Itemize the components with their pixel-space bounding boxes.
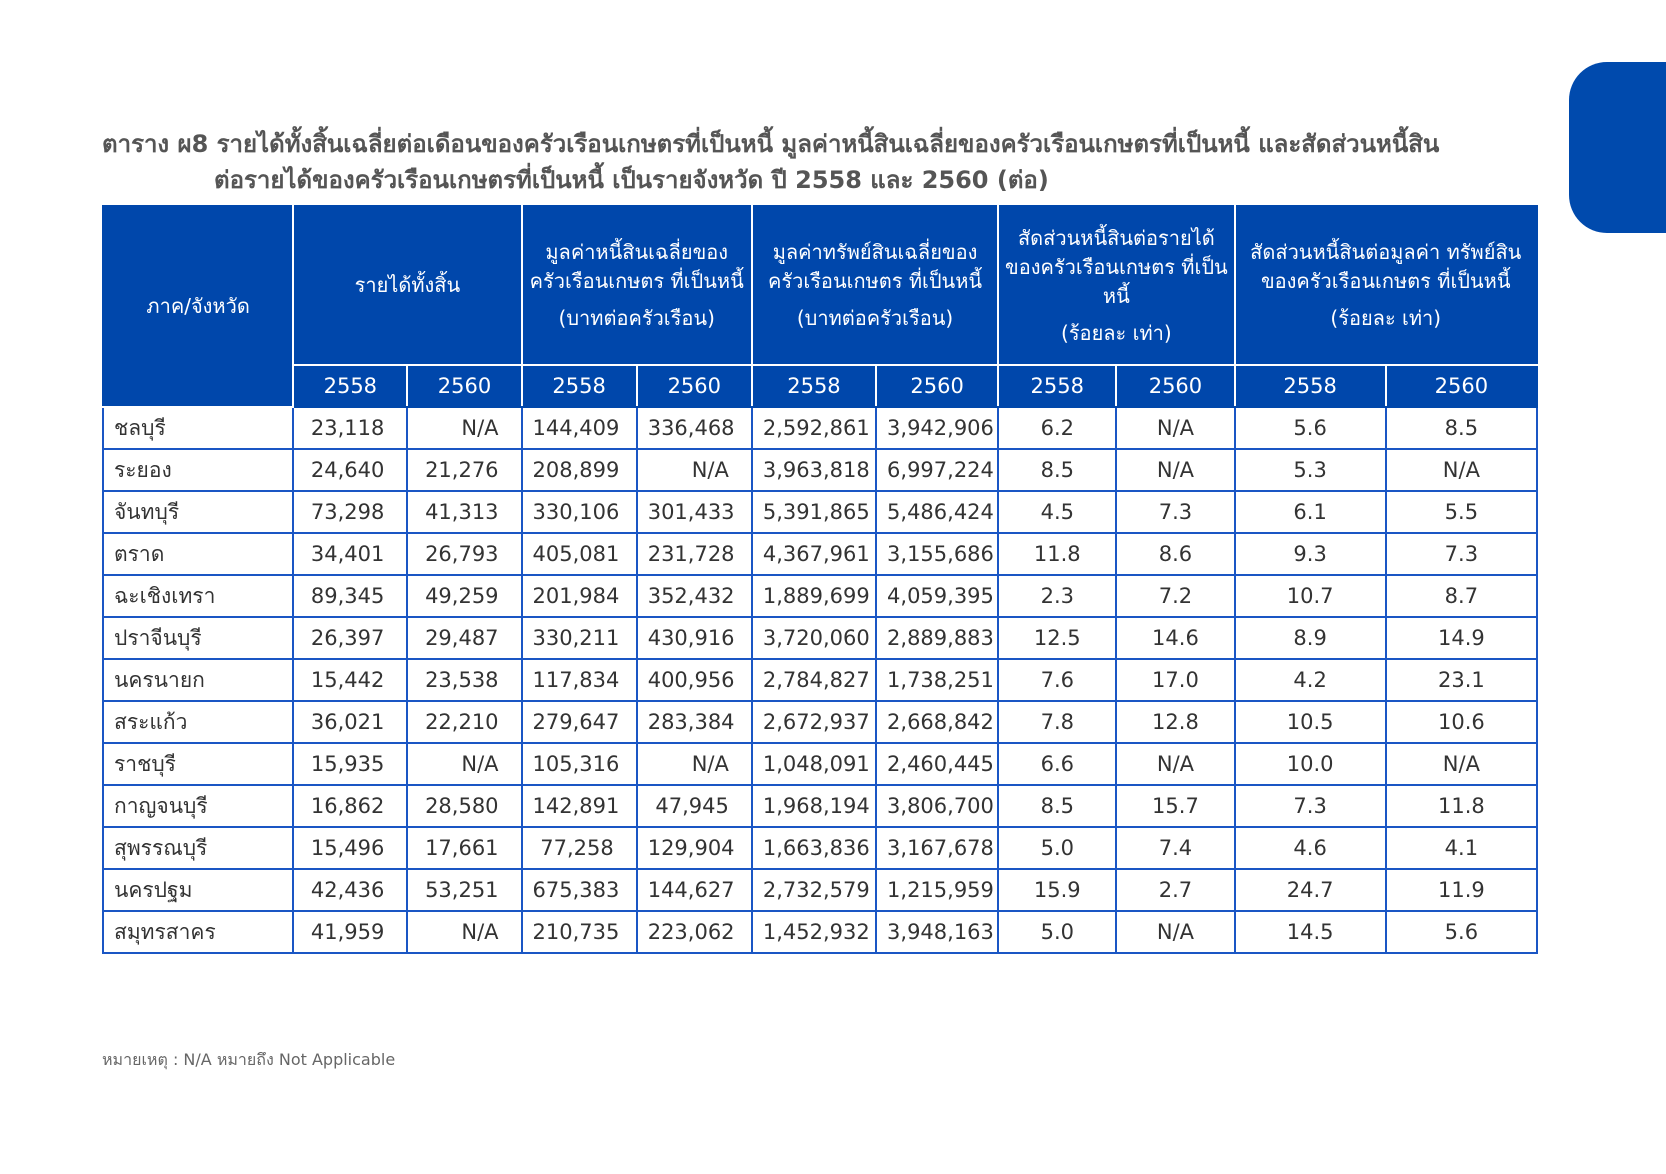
- value-cell: N/A: [1386, 449, 1537, 491]
- value-cell: N/A: [1116, 449, 1234, 491]
- header-group-assets: [752, 206, 998, 365]
- table-row: [103, 743, 1537, 785]
- value-cell: 4.6: [1235, 827, 1386, 869]
- value-cell: 3,167,678: [876, 827, 998, 869]
- table-caption: [102, 126, 1582, 198]
- value-cell: 7.2: [1116, 575, 1234, 617]
- caption-line-1: ตาราง ผ8 รายได้ทั้งสิ้นเฉลี่ยต่อเดือนของครัวเรือนเกษตรที่เป็นหนี้ มูลค่าหนี้สินเฉลี่ยของครัวเรือนเกษตรที่เป็นหนี้ และสัดส่วนหนี้สิน: [102, 130, 1440, 158]
- header-group-debt-asset-ratio-label: สัดส่วนหนี้สินต่อมูลค่า ทรัพย์สินของครัวเรือนเกษตร ที่เป็นหนี้: [1250, 240, 1522, 293]
- header-year-cell: 2558: [293, 365, 407, 407]
- value-cell: 8.7: [1386, 575, 1537, 617]
- value-cell: 14.6: [1116, 617, 1234, 659]
- value-cell: 21,276: [407, 449, 521, 491]
- value-cell: 12.8: [1116, 701, 1234, 743]
- section-tab-marker: [1569, 62, 1666, 233]
- value-cell: 14.9: [1386, 617, 1537, 659]
- value-cell: N/A: [407, 911, 521, 953]
- value-cell: 1,889,699: [752, 575, 876, 617]
- header-group-debt: [522, 206, 752, 365]
- value-cell: N/A: [407, 743, 521, 785]
- value-cell: 6.1: [1235, 491, 1386, 533]
- table-row: [103, 659, 1537, 701]
- value-cell: 1,738,251: [876, 659, 998, 701]
- value-cell: 6.2: [998, 407, 1116, 449]
- value-cell: N/A: [1116, 911, 1234, 953]
- value-cell: 1,968,194: [752, 785, 876, 827]
- value-cell: 330,106: [522, 491, 637, 533]
- value-cell: 4,367,961: [752, 533, 876, 575]
- value-cell: 5.3: [1235, 449, 1386, 491]
- table-row: [103, 491, 1537, 533]
- table-row: [103, 869, 1537, 911]
- value-cell: 3,942,906: [876, 407, 998, 449]
- header-year-cell: 2558: [998, 365, 1116, 407]
- value-cell: 352,432: [637, 575, 752, 617]
- value-cell: 2,592,861: [752, 407, 876, 449]
- value-cell: 77,258: [522, 827, 637, 869]
- header-group-assets-unit: (บาทต่อครัวเรือน): [796, 306, 954, 330]
- caption-line-2: ต่อรายได้ของครัวเรือนเกษตรที่เป็นหนี้ เป็นรายจังหวัด ปี 2558 และ 2560 (ต่อ): [214, 166, 1049, 194]
- value-cell: 3,948,163: [876, 911, 998, 953]
- value-cell: 9.3: [1235, 533, 1386, 575]
- value-cell: 5,391,865: [752, 491, 876, 533]
- value-cell: 5.0: [998, 911, 1116, 953]
- province-name-cell: ราชบุรี: [103, 743, 293, 785]
- value-cell: 49,259: [407, 575, 521, 617]
- value-cell: 4.5: [998, 491, 1116, 533]
- value-cell: 7.3: [1235, 785, 1386, 827]
- value-cell: 8.5: [1386, 407, 1537, 449]
- value-cell: 2,460,445: [876, 743, 998, 785]
- value-cell: 53,251: [407, 869, 521, 911]
- value-cell: 10.0: [1235, 743, 1386, 785]
- value-cell: 201,984: [522, 575, 637, 617]
- value-cell: 430,916: [637, 617, 752, 659]
- value-cell: 14.5: [1235, 911, 1386, 953]
- value-cell: 12.5: [998, 617, 1116, 659]
- table-row: [103, 449, 1537, 491]
- table-row: [103, 617, 1537, 659]
- value-cell: 15,935: [293, 743, 407, 785]
- value-cell: 5.0: [998, 827, 1116, 869]
- header-group-debt-label: มูลค่าหนี้สินเฉลี่ยของ ครัวเรือนเกษตร ที่เป็นหนี้: [529, 240, 744, 293]
- value-cell: 7.6: [998, 659, 1116, 701]
- value-cell: 3,806,700: [876, 785, 998, 827]
- header-group-income: [293, 206, 521, 365]
- value-cell: 3,963,818: [752, 449, 876, 491]
- data-table: [102, 205, 1538, 954]
- value-cell: 26,793: [407, 533, 521, 575]
- value-cell: 223,062: [637, 911, 752, 953]
- value-cell: 231,728: [637, 533, 752, 575]
- table-row: [103, 911, 1537, 953]
- value-cell: 15.9: [998, 869, 1116, 911]
- table-row: [103, 785, 1537, 827]
- value-cell: 5.6: [1235, 407, 1386, 449]
- value-cell: 208,899: [522, 449, 637, 491]
- value-cell: 36,021: [293, 701, 407, 743]
- value-cell: 144,627: [637, 869, 752, 911]
- value-cell: 5.5: [1386, 491, 1537, 533]
- value-cell: 129,904: [637, 827, 752, 869]
- value-cell: N/A: [1116, 407, 1234, 449]
- province-name-cell: ระยอง: [103, 449, 293, 491]
- value-cell: 24.7: [1235, 869, 1386, 911]
- table-row: [103, 407, 1537, 449]
- value-cell: 17,661: [407, 827, 521, 869]
- value-cell: 105,316: [522, 743, 637, 785]
- province-name-cell: สุพรรณบุรี: [103, 827, 293, 869]
- value-cell: 8.5: [998, 449, 1116, 491]
- value-cell: 6.6: [998, 743, 1116, 785]
- header-year-cell: 2560: [637, 365, 752, 407]
- province-name-cell: จันทบุรี: [103, 491, 293, 533]
- value-cell: 8.6: [1116, 533, 1234, 575]
- value-cell: 2,889,883: [876, 617, 998, 659]
- header-year-cell: 2558: [752, 365, 876, 407]
- header-group-assets-label: มูลค่าทรัพย์สินเฉลี่ยของ ครัวเรือนเกษตร ที่เป็นหนี้: [768, 240, 983, 293]
- value-cell: 330,211: [522, 617, 637, 659]
- header-group-debt-income-ratio-unit: (ร้อยละ เท่า): [1061, 320, 1172, 345]
- value-cell: 210,735: [522, 911, 637, 953]
- province-name-cell: ชลบุรี: [103, 407, 293, 449]
- value-cell: 41,313: [407, 491, 521, 533]
- value-cell: 1,663,836: [752, 827, 876, 869]
- value-cell: 2,672,937: [752, 701, 876, 743]
- header-group-debt-unit: (บาทต่อครัวเรือน): [558, 306, 715, 330]
- value-cell: 7.3: [1386, 533, 1537, 575]
- value-cell: N/A: [1386, 743, 1537, 785]
- value-cell: 47,945: [637, 785, 752, 827]
- header-group-debt-asset-ratio-unit: (ร้อยละ เท่า): [1330, 306, 1442, 330]
- value-cell: N/A: [637, 449, 752, 491]
- value-cell: 3,155,686: [876, 533, 998, 575]
- table-row: [103, 827, 1537, 869]
- value-cell: 6,997,224: [876, 449, 998, 491]
- value-cell: 2.3: [998, 575, 1116, 617]
- value-cell: 7.8: [998, 701, 1116, 743]
- value-cell: 42,436: [293, 869, 407, 911]
- header-year-cell: 2558: [522, 365, 637, 407]
- value-cell: 34,401: [293, 533, 407, 575]
- province-name-cell: นครปฐม: [103, 869, 293, 911]
- table-row: [103, 575, 1537, 617]
- value-cell: 26,397: [293, 617, 407, 659]
- province-name-cell: นครนายก: [103, 659, 293, 701]
- value-cell: 7.3: [1116, 491, 1234, 533]
- province-name-cell: สมุทรสาคร: [103, 911, 293, 953]
- header-group-debt-asset-ratio: [1235, 206, 1537, 365]
- value-cell: 28,580: [407, 785, 521, 827]
- table-row: [103, 533, 1537, 575]
- value-cell: 2,784,827: [752, 659, 876, 701]
- header-region: ภาค/จังหวัด: [103, 206, 293, 407]
- value-cell: 15,442: [293, 659, 407, 701]
- value-cell: 17.0: [1116, 659, 1234, 701]
- value-cell: 41,959: [293, 911, 407, 953]
- value-cell: 675,383: [522, 869, 637, 911]
- header-year-cell: 2560: [407, 365, 521, 407]
- header-year-cell: 2560: [1386, 365, 1537, 407]
- header-group-debt-income-ratio: [998, 206, 1234, 365]
- value-cell: 283,384: [637, 701, 752, 743]
- province-name-cell: สระแก้ว: [103, 701, 293, 743]
- value-cell: 2.7: [1116, 869, 1234, 911]
- value-cell: N/A: [637, 743, 752, 785]
- value-cell: 8.5: [998, 785, 1116, 827]
- value-cell: 400,956: [637, 659, 752, 701]
- value-cell: 22,210: [407, 701, 521, 743]
- value-cell: 7.4: [1116, 827, 1234, 869]
- value-cell: 117,834: [522, 659, 637, 701]
- value-cell: 15,496: [293, 827, 407, 869]
- value-cell: 1,215,959: [876, 869, 998, 911]
- header-year-cell: 2560: [1116, 365, 1234, 407]
- value-cell: 10.7: [1235, 575, 1386, 617]
- header-year-row: [103, 365, 1537, 407]
- value-cell: 2,668,842: [876, 701, 998, 743]
- value-cell: 405,081: [522, 533, 637, 575]
- value-cell: 5,486,424: [876, 491, 998, 533]
- table-body: [103, 407, 1537, 953]
- value-cell: N/A: [1116, 743, 1234, 785]
- value-cell: 10.6: [1386, 701, 1537, 743]
- value-cell: 23.1: [1386, 659, 1537, 701]
- value-cell: 1,452,932: [752, 911, 876, 953]
- province-name-cell: ฉะเชิงเทรา: [103, 575, 293, 617]
- value-cell: 89,345: [293, 575, 407, 617]
- header-group-income-label: รายได้ทั้งสิ้น: [354, 273, 461, 297]
- value-cell: 5.6: [1386, 911, 1537, 953]
- value-cell: 23,118: [293, 407, 407, 449]
- value-cell: 10.5: [1235, 701, 1386, 743]
- value-cell: 2,732,579: [752, 869, 876, 911]
- value-cell: 4,059,395: [876, 575, 998, 617]
- value-cell: 279,647: [522, 701, 637, 743]
- value-cell: 11.8: [998, 533, 1116, 575]
- value-cell: 73,298: [293, 491, 407, 533]
- value-cell: 11.8: [1386, 785, 1537, 827]
- value-cell: 4.1: [1386, 827, 1537, 869]
- value-cell: 1,048,091: [752, 743, 876, 785]
- value-cell: 144,409: [522, 407, 637, 449]
- header-year-cell: 2558: [1235, 365, 1386, 407]
- value-cell: 11.9: [1386, 869, 1537, 911]
- value-cell: 24,640: [293, 449, 407, 491]
- value-cell: 3,720,060: [752, 617, 876, 659]
- value-cell: N/A: [407, 407, 521, 449]
- value-cell: 4.2: [1235, 659, 1386, 701]
- value-cell: 29,487: [407, 617, 521, 659]
- value-cell: 23,538: [407, 659, 521, 701]
- province-name-cell: ตราด: [103, 533, 293, 575]
- value-cell: 15.7: [1116, 785, 1234, 827]
- value-cell: 142,891: [522, 785, 637, 827]
- table-row: [103, 701, 1537, 743]
- header-year-cell: 2560: [876, 365, 998, 407]
- value-cell: 16,862: [293, 785, 407, 827]
- province-name-cell: กาญจนบุรี: [103, 785, 293, 827]
- header-group-debt-income-ratio-label: สัดส่วนหนี้สินต่อรายได้ ของครัวเรือนเกษตร ที่เป็นหนี้: [1005, 225, 1228, 308]
- province-name-cell: ปราจีนบุรี: [103, 617, 293, 659]
- value-cell: 336,468: [637, 407, 752, 449]
- footnote: หมายเหตุ : N/A หมายถึง Not Applicable: [102, 1050, 396, 1069]
- value-cell: 8.9: [1235, 617, 1386, 659]
- value-cell: 301,433: [637, 491, 752, 533]
